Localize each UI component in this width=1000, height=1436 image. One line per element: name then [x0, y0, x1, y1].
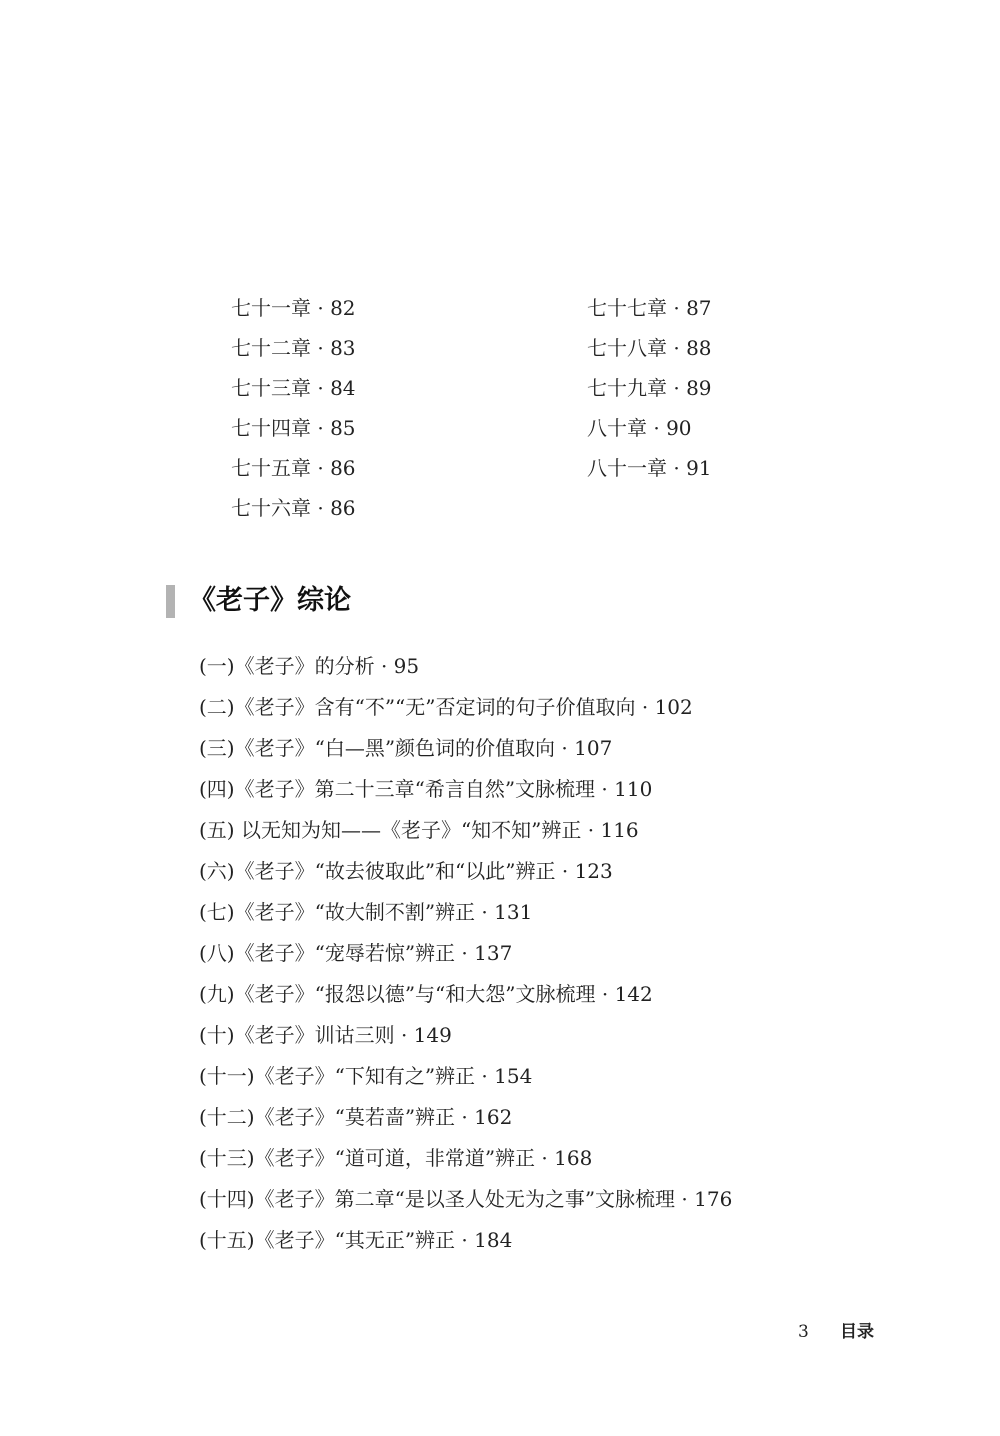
essay-list	[199, 646, 732, 1261]
chapter-entry: 七十二章 · 83	[231, 336, 356, 360]
page-footer	[0, 1318, 1000, 1346]
chapter-entry: 七十七章 · 87	[587, 296, 712, 320]
essay-entry: (十三)《老子》“道可道，非常道”辨正 · 168	[199, 1146, 593, 1170]
essay-entry: (十)《老子》训诂三则 · 149	[199, 1023, 452, 1047]
essay-entry: (五) 以无知为知——《老子》“知不知”辨正 · 116	[199, 818, 639, 842]
essay-entry: (三)《老子》“白—黑”颜色词的价值取向 · 107	[199, 736, 613, 760]
essay-entry: (七)《老子》“故大制不割”辨正 · 131	[199, 900, 533, 924]
chapter-column-right	[587, 288, 712, 488]
section-heading-bar	[166, 585, 175, 618]
essay-entry: (四)《老子》第二十三章“希言自然”文脉梳理 · 110	[199, 777, 653, 801]
essay-entry: (一)《老子》的分析 · 95	[199, 654, 420, 678]
page-number: 3	[798, 1322, 809, 1342]
section-title: 《老子》综论	[189, 585, 351, 616]
essay-entry: (十二)《老子》“莫若啬”辨正 · 162	[199, 1105, 513, 1129]
essay-entry: (十四)《老子》第二章“是以圣人处无为之事”文脉梳理 · 176	[199, 1187, 733, 1211]
chapter-entry: 七十五章 · 86	[231, 456, 356, 480]
essay-entry: (二)《老子》含有“不”“无”否定词的句子价值取向 · 102	[199, 695, 693, 719]
chapter-entry: 八十章 · 90	[587, 416, 692, 440]
essay-entry: (八)《老子》“宠辱若惊”辨正 · 137	[199, 941, 513, 965]
chapter-entry: 七十四章 · 85	[231, 416, 356, 440]
section-heading	[0, 581, 1000, 621]
chapter-entry: 七十六章 · 86	[231, 496, 356, 520]
chapter-entry: 八十一章 · 91	[587, 456, 712, 480]
essay-entry: (九)《老子》“报怨以德”与“和大怨”文脉梳理 · 142	[199, 982, 653, 1006]
chapter-column-left	[231, 288, 356, 528]
essay-entry: (十一)《老子》“下知有之”辨正 · 154	[199, 1064, 533, 1088]
chapter-entry: 七十八章 · 88	[587, 336, 712, 360]
chapter-entry: 七十三章 · 84	[231, 376, 356, 400]
running-footer-label: 目录	[840, 1322, 874, 1342]
essay-entry: (十五)《老子》“其无正”辨正 · 184	[199, 1228, 513, 1252]
essay-entry: (六)《老子》“故去彼取此”和“以此”辨正 · 123	[199, 859, 613, 883]
chapter-entry: 七十九章 · 89	[587, 376, 712, 400]
chapter-entry: 七十一章 · 82	[231, 296, 356, 320]
